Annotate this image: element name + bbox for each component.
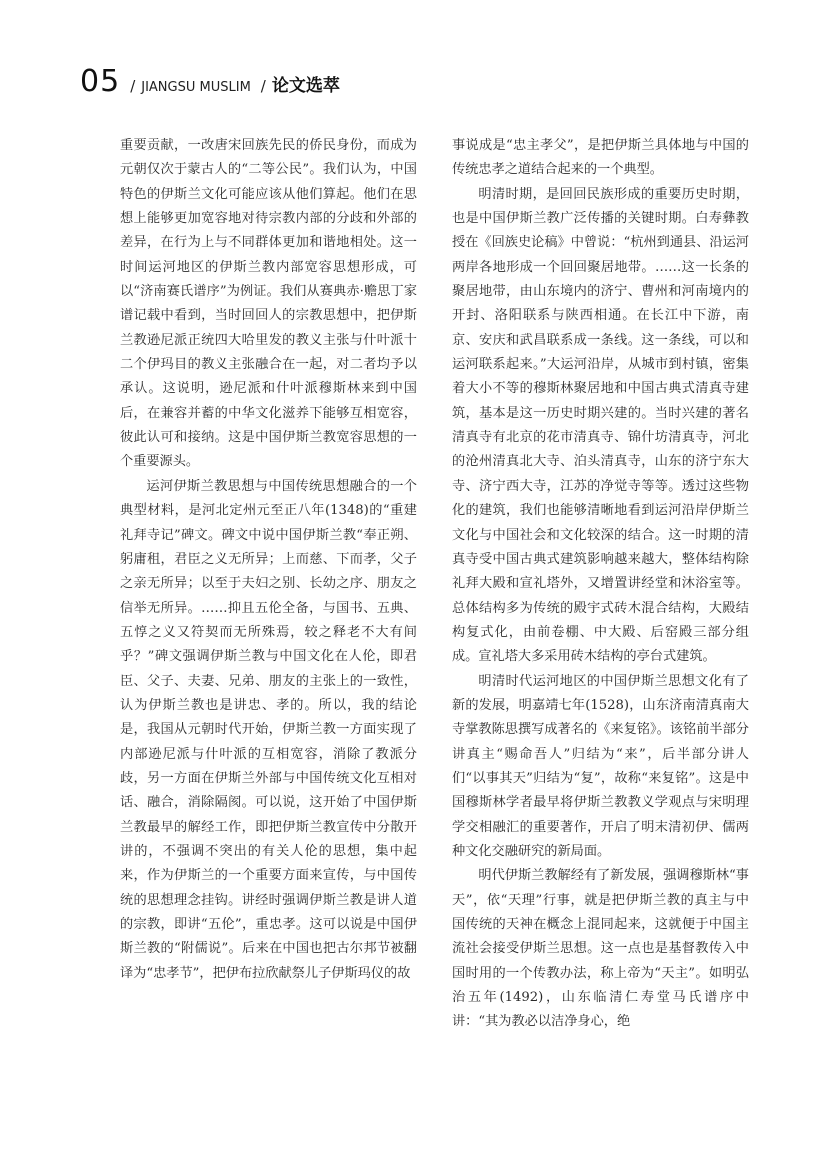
paragraph: 明代伊斯兰教解经有了新发展，强调穆斯林“事天”，依“天理”行事，就是把伊斯兰教的真主与中国传统的天神在概念上混同起来，这就便于中国主流社会接受伊斯兰思想。这一点也是基督教传入中国时用的一个传教办法，称上帝为“天主”。如明弘治五年(1492)，山东临清仁寿堂马氏谱序中讲：“其为教必以洁净身心，绝: [452, 868, 749, 1030]
paragraph: 重要贡献，一改唐宋回族先民的侨民身份，而成为元朝仅次于蒙古人的“二等公民”。我们认为，中国特色的伊斯兰文化可能应该从他们算起。他们在思想上能够更加宽容地对待宗教内部的分歧和外部的差异，在行为上与不同群体更加和谐地相处。这一时间运河地区的伊斯兰教内部宽容思想形成，可以“济南赛氏谱序”为例证。我们从赛典赤·赡思丁家谱记载中看到，当时回回人的宗教思想中，把伊斯兰教逊尼派正统四大哈里发的教义主张与什叶派十二个伊玛目的教义主张融合在一起，对二者均予以承认。这说明，逊尼派和什叶派穆斯林来到中国后，在兼容并蓄的中华文化滋养下能够互相宽容，彼此认可和接纳。这是中国伊斯兰教宽容思想的一个重要源头。: [120, 138, 417, 470]
left-column: [120, 134, 417, 986]
paragraph: 运河伊斯兰教思想与中国传统思想融合的一个典型材料，是河北定州元至正八年(1348)的“重建礼拜寺记”碑文。碑文中说中国伊斯兰教“奉正朔、躬庸租，君臣之义无所异；上而慈、下而孝，父子之亲无所异；以至于夫妇之别、长幼之序、朋友之信举无所异。……抑且五伦全备，与国书、五典、五惇之义又符契而无所殊焉，较之释老不大有间乎？”碑文强调伊斯兰教与中国文化在人伦，即君臣、父子、夫妻、兄弟、朋友的主张上的一致性，认为伊斯兰教也是讲忠、孝的。所以，我的结论是，我国从元朝时代开始，伊斯兰教一方面实现了内部逊尼派与什叶派的互相宽容，消除了教派分歧，另一方面在伊斯兰外部与中国传统文化互相对话、融合，消除隔阂。可以说，这开始了中国伊斯兰教最早的解经工作，即把伊斯兰教宣传中分散开讲的，不强调不突出的有关人伦的思想，集中起来，作为伊斯兰的一个重要方面来宣传，与中国传统的思想理念挂钩。讲经时强调伊斯兰教是讲人道的宗教，即讲“五伦”，重忠孝。这可以说是中国伊斯兰教的“附儒说”。后来在中国也把古尔邦节被翻译为“忠孝节”，把伊布拉欣献祭儿子伊斯玛仪的故: [120, 478, 417, 981]
paragraph: 明清时代运河地区的中国伊斯兰思想文化有了新的发展，明嘉靖七年(1528)，山东济南清真南大寺掌教陈思撰写成著名的《来复铭》。该铭前半部分讲真主“赐命吾人”归结为“来”，后半部分讲人们“以事其天”归结为“复”，故称“来复铭”。这是中国穆斯林学者最早将伊斯兰教教义学观点与宋明理学交相融汇的重要著作，开启了明末清初伊、儒两种文化交融研究的新局面。: [452, 673, 749, 859]
paragraph: 事说成是“忠主孝父”，是把伊斯兰具体地与中国的传统忠孝之道结合起来的一个典型。: [452, 138, 749, 178]
header-separator: /: [130, 77, 136, 95]
right-column: [452, 134, 749, 1035]
magazine-name: JIANGSU MUSLIM: [141, 80, 251, 95]
header-separator-2: /: [260, 77, 266, 95]
page-number: 05: [80, 64, 121, 99]
page-header: [80, 64, 340, 98]
section-title: 论文选萃: [271, 76, 340, 96]
paragraph: 明清时期，是回回民族形成的重要历史时期，也是中国伊斯兰教广泛传播的关键时期。白寿彝教授在《回族史论稿》中曾说：“杭州到通县、沿运河两岸各地形成一个回回聚居地带。……这一长条的聚居地带，由山东境内的济宁、曹州和河南境内的开封、洛阳联系与陕西相通。在长江中下游，南京、安庆和武昌联系成一条线。这一条线，可以和运河联系起来。”大运河沿岸，从城市到村镇，密集着大小不等的穆斯林聚居地和中国古典式清真寺建筑，基本是这一历史时期兴建的。当时兴建的著名清真寺有北京的花市清真寺、锦什坊清真寺，河北的沧州清真北大寺、泊头清真寺，山东的济宁东大寺、济宁西大寺，江苏的净觉寺等等。透过这些物化的建筑，我们也能够清晰地看到运河沿岸伊斯兰文化与中国社会和文化较深的结合。这一时期的清真寺受中国古典式建筑影响越来越大，整体结构除礼拜大殿和宣礼塔外，又增置讲经堂和沐浴室等。总体结构多为传统的殿宇式砖木混合结构，大殿结构复式化，由前卷棚、中大殿、后窑殿三部分组成。宣礼塔大多采用砖木结构的亭台式建筑。: [452, 186, 749, 665]
